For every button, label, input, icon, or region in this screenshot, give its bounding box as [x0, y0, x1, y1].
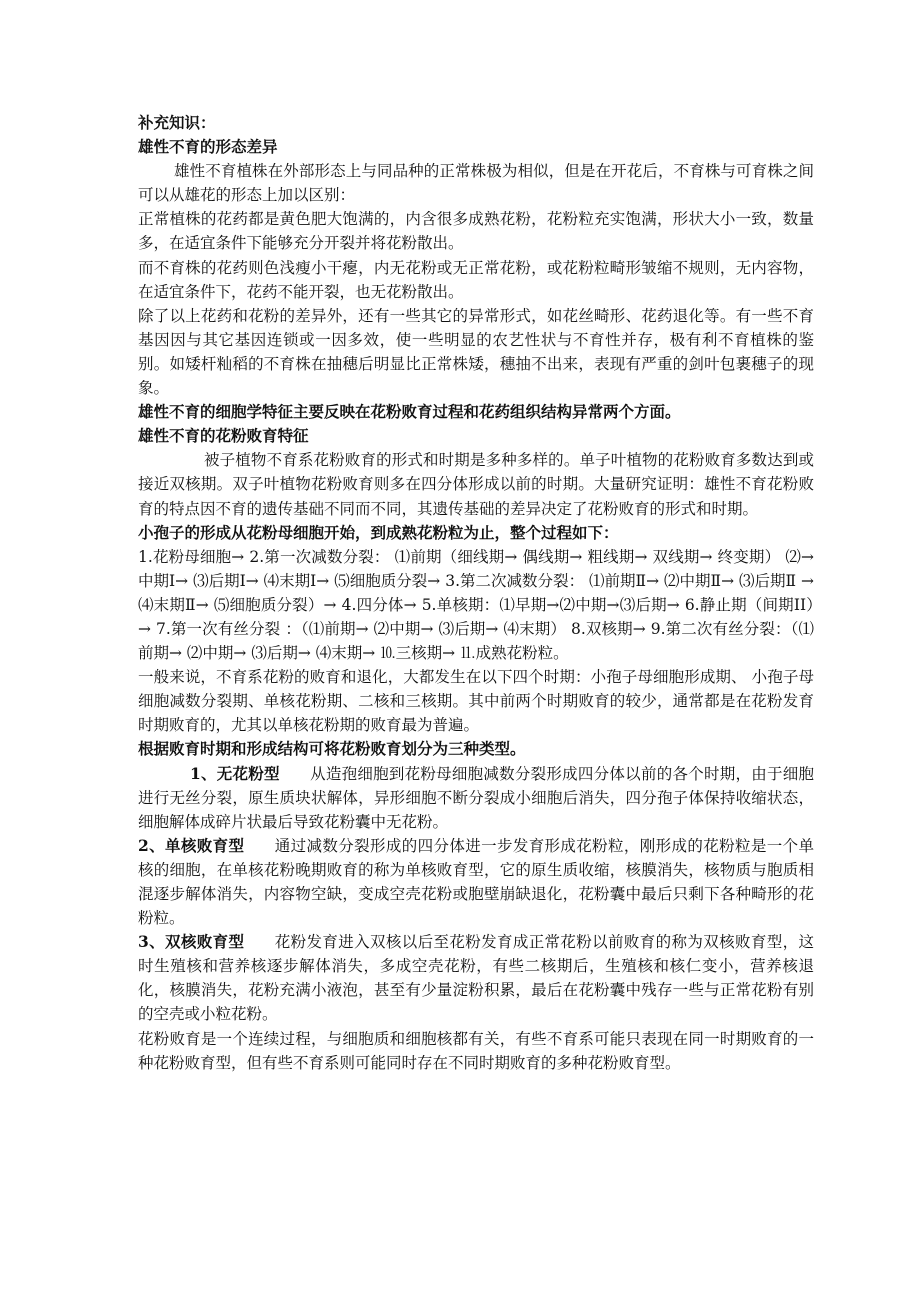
section1-heading: 雄性不育的形态差异: [138, 137, 278, 157]
type2-label: 2、单核败育型: [138, 835, 245, 855]
general-paragraph: 一般来说，不育系花粉的败育和退化，大都发生在以下四个时期：小孢子母细胞形成期、 小孢子母细胞减数分裂期、单核花粉期、二核和三核期。其中前两个时期败育的较少，通常都是在花粉发育时期败育的，尤其以单核花粉期的败育最为普遍。: [138, 668, 814, 735]
process-sequence: 1.花粉母细胞→ 2.第一次减数分裂： ⑴前期（细线期→ 偶线期→ 粗线期→ 双线期→ 终变期） ⑵→中期Ⅰ→ ⑶后期Ⅰ→ ⑷末期Ⅰ→ ⑸细胞质分裂→ 3.第二次减数分裂： ⑴前期Ⅱ→ ⑵中期Ⅱ→ ⑶后期Ⅱ →⑷末期Ⅱ→ ⑸细胞质分裂）→ 4.四分体→ 5.单核期：⑴早期→⑵中期→⑶后期→ 6.静止期（间期II）→ 7.第一次有丝分裂 ：（⑴前期→ ⑵中期→ ⑶后期→ ⑷末期） 8.双核期→ 9.第二次有丝分裂：（⑴前期→ ⑵中期→ ⑶后期→ ⑷末期→ ⒑三核期→ ⒒成熟花粉粒。: [138, 547, 814, 663]
type1-paragraph: [138, 762, 814, 834]
section1-paragraph-1: 雄性不育植株在外部形态上与同品种的正常株极为相似，但是在开花后，不育株与可育株之间可以从雄花的形态上加以区别：: [138, 162, 814, 205]
type1-label: 1、无花粉型: [190, 763, 280, 783]
type3-text: 花粉发育进入双核以后至花粉发育成正常花粉以前败育的称为双核败育型，这时生殖核和营养核逐步解体消失，多成空壳花粉，有些二核期后，生殖核和核仁变小，营养核退化，核膜消失，花粉充满小液泡，甚至有少量淀粉积累，最后在花粉囊中残存一些与正常花粉有别的空壳或小粒花粉。: [138, 933, 814, 1024]
section1-paragraph-2: 正常植株的花药都是黄色肥大饱满的，内含很多成熟花粉，花粉粒充实饱满，形状大小一致，数量多，在适宜条件下能够充分开裂并将花粉散出。: [138, 210, 814, 253]
document-page: [138, 111, 814, 1075]
type3-label: 3、双核败育型: [138, 932, 245, 952]
section2-paragraph-1: 被子植物不育系花粉败育的形式和时期是多种多样的。单子叶植物的花粉败育多数达到或接近双核期。双子叶植物花粉败育则多在四分体形成以前的时期。大量研究证明：雄性不育花粉败育的特点因不育的遗传基础不同而不同，其遗传基础的差异决定了花粉败育的形式和时期。: [138, 451, 814, 518]
type2-paragraph: [138, 834, 814, 930]
type3-paragraph: [138, 930, 814, 1026]
section1-paragraph-4: 除了以上花药和花粉的差异外，还有一些其它的异常形式，如花丝畸形、花药退化等。有一些不育基因因与其它基因连锁或一因多效，使一些明显的农艺性状与不育性并存，极有利不育植株的鉴别。如矮杆籼稻的不育株在抽穗后明显比正常株矮，穗抽不出来，表现有严重的剑叶包裹穗子的现象。: [138, 306, 814, 398]
microspore-heading: 小孢子的形成从花粉母细胞开始，到成熟花粉粒为止，整个过程如下：: [138, 522, 619, 542]
type1-text: 从造孢细胞到花粉母细胞减数分裂形成四分体以前的各个时期，由于细胞进行无丝分裂，原生质块状解体，异形细胞不断分裂成小细胞后消失，四分孢子体保持收缩状态，细胞解体成碎片状最后导致花粉囊中无花粉。: [138, 764, 814, 831]
types-heading: 根据败育时期和形成结构可将花粉败育划分为三种类型。: [138, 739, 526, 759]
section2-heading: 雄性不育的花粉败育特征: [138, 426, 309, 446]
closing-paragraph: 花粉败育是一个连续过程，与细胞质和细胞核都有关，有些不育系可能只表现在同一时期败育的一种花粉败育型，但有些不育系则可能同时存在不同时期败育的多种花粉败育型。: [138, 1029, 814, 1072]
summary-heading: 雄性不育的细胞学特征主要反映在花粉败育过程和花药组织结构异常两个方面。: [138, 402, 681, 422]
type2-text: 通过减数分裂形成的四分体进一步发育形成花粉粒，刚形成的花粉粒是一个单核的细胞，在单核花粉晚期败育的称为单核败育型，它的原生质收缩，核膜消失，核物质与胞质相混逐步解体消失，内容物空缺，变成空壳花粉或胞壁崩缺退化，花粉囊中最后只剩下各种畸形的花粉粒。: [138, 836, 814, 928]
section1-paragraph-3: 而不育株的花药则色浅瘦小干瘪，内无花粉或无正常花粉，或花粉粒畸形皱缩不规则，无内容物，在适宜条件下，花药不能开裂，也无花粉散出。: [138, 258, 814, 301]
doc-title: 补充知识：: [138, 113, 216, 132]
